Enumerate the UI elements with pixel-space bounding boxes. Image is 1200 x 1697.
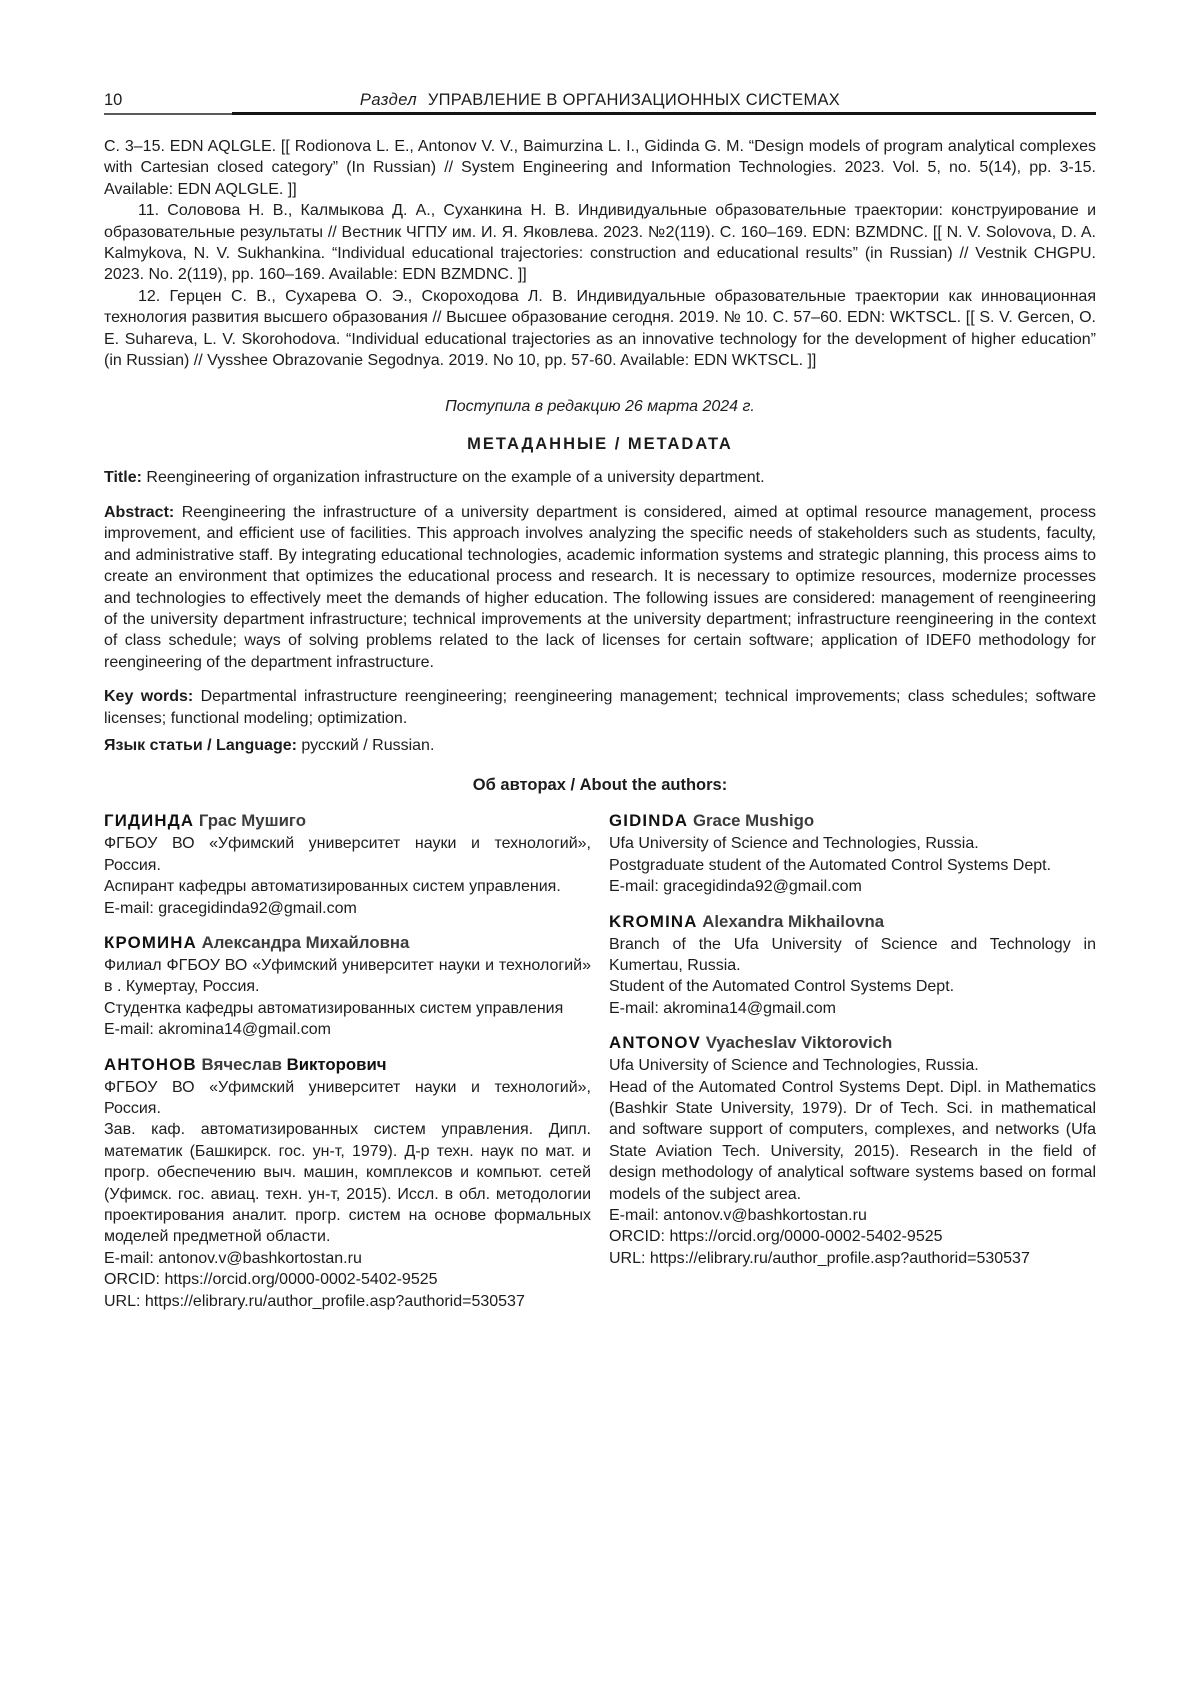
authors-column-russian: [104, 810, 591, 1325]
header-rule-right-segment: [232, 112, 1096, 115]
authors-heading: Об авторах / About the authors:: [472, 776, 728, 795]
language-line: [104, 735, 1096, 756]
keywords-label: Key words:: [104, 688, 194, 706]
author-kromina-ru: [104, 932, 591, 1041]
author-kromina-en: [609, 911, 1096, 1020]
section-label: Раздел: [359, 91, 418, 109]
title-paragraph: [104, 467, 1096, 488]
reference-item-12: 12. Герцен С. В., Сухарева О. Э., Скороходова Л. В. Индивидуальные образовательные траектории как инновационная технология развития высшего образования // Высшее образование сегодня. 2019. № 10. С. 57–60. EDN: WKTSCL. [[ S. V. Gercen, O. E. Suhareva, L. V. Skorohodova. “Individual educational trajectories as an innovative technology for the development of higher education” (in Russian) // Vysshee Obrazovanie Segodnya. 2019. No 10, pp. 57-60. Available: EDN WKTSCL. ]]: [104, 287, 1096, 370]
metadata-heading: МЕТАДАННЫЕ / METADATA: [467, 435, 733, 454]
authors-columns: [104, 810, 1096, 1325]
author-affiliation: Ufa University of Science and Technologies, Russia.: [609, 1057, 979, 1075]
running-head: [104, 0, 1096, 115]
abstract-text: Reengineering the infrastructure of a university department is considered, aimed at optimal resource management, process improvement, and efficient use of facilities. This approach involves analyzing the specific needs of stakeholders such as students, faculty, and administrative staff. By integrating educational technologies, academic information systems and strategic planning, this process aims to create an environment that optimizes the educational process and research. It is necessary to optimize resources, modernize processes and technologies to effectively meet the demands of higher education. The following issues are considered: management of reengineering of the university department infrastructure; technical improvements at the university department; infrastructure reengineering in the context of class schedule; ways of solving problems related to the lack of licenses for certain software; application of IDEF0 methodology for reengineering of the department infrastructure.: [104, 503, 1096, 671]
received-date: 26 марта 2024 г.: [624, 398, 755, 416]
running-head-row: [104, 90, 1096, 110]
author-profile-url: URL: https://elibrary.ru/author_profile.asp?authorid=530537: [104, 1292, 525, 1310]
received-note-text: Поступила в редакцию: [445, 398, 621, 416]
reference-item-11: 11. Соловова Н. В., Калмыкова Д. А., Суханкина Н. В. Индивидуальные образовательные траектории: конструирование и образовательные результаты // Вестник ЧГПУ им. И. Я. Яковлева. 2023. №2(119). С. 160–169. EDN: BZMDNC. [[ N. V. Solovova, D. A. Kalmykova, N. V. Sukhankina. “Individual educational trajectories: construction and educational results” (in Russian) // Vestnik CHGPU. 2023. No. 2(119), pp. 160–169. Available: EDN BZMDNC. ]]: [104, 202, 1096, 284]
author-affiliation: ФГБОУ ВО «Уфимский университет науки и технологий», Россия.: [104, 835, 591, 874]
author-bio: Зав. каф. автоматизированных систем управления. Дипл. математик (Башкирск. гос. ун-т, 1979). Д-р техн. наук по мат. и прогр. обеспечению выч. машин, комплексов и компьют. сетей (Уфимск. гос. авиац. техн. ун-т, 2015). Иссл. в обл. методологии проектирования аналит. прогр. систем на основе формальных моделей предметной области.: [104, 1121, 591, 1246]
header-rule: [104, 112, 1096, 115]
author-surname: ANTONOV: [609, 1033, 702, 1053]
keywords-text: Departmental infrastructure reengineering; reengineering management; technical improvements; class schedules; software licenses; functional modeling; optimization.: [104, 688, 1097, 727]
author-affiliation: Филиал ФГБОУ ВО «Уфимский университет науки и технологий» в . Кумертау, Россия.: [104, 956, 591, 996]
author-affiliation: ФГБОУ ВО «Уфимский университет науки и технологий», Россия.: [104, 1078, 591, 1117]
author-given-name: Грас Мушиго: [198, 811, 306, 831]
author-role: Postgraduate student of the Automated Control Systems Dept.: [609, 856, 1052, 874]
author-antonov-ru: [104, 1054, 591, 1312]
received-note: [104, 398, 1096, 416]
abstract-label: Abstract:: [104, 503, 175, 521]
abstract-paragraph: [104, 502, 1096, 673]
author-orcid: ORCID: https://orcid.org/0000-0002-5402-9525: [609, 1228, 943, 1246]
author-given-name: Grace Mushigo: [692, 811, 815, 831]
author-role: Студентка кафедры автоматизированных систем управления: [104, 999, 564, 1017]
title-label: Title:: [104, 469, 142, 487]
language-text: русский / Russian.: [301, 736, 435, 754]
keywords-paragraph: [104, 686, 1096, 729]
authors-column-english: [609, 810, 1096, 1325]
author-email: E-mail: antonov.v@bashkortostan.ru: [104, 1249, 362, 1267]
author-given-name: Александра Михайловна: [201, 932, 410, 952]
author-given-name: Вячеслав: [201, 1054, 282, 1074]
author-name: [609, 810, 1096, 832]
author-surname: АНТОНОВ: [104, 1054, 197, 1074]
author-surname: GIDINDA: [609, 811, 689, 831]
author-email: E-mail: akromina14@gmail.com: [609, 999, 836, 1017]
reference-continuation: С. 3–15. EDN AQLGLE. [[ Rodionova L. E., Antonov V. V., Baimurzina L. I., Gidinda G. M. “Design models of program analytical complexes with Cartesian closed category” (In Russian) // System Engineering and Information Technologies. 2023. Vol. 5, no. 5(14), pp. 3-15. Available: EDN AQLGLE. ]]: [104, 138, 1096, 198]
page-content: [104, 0, 1096, 1325]
page-number: 10: [104, 91, 123, 109]
author-surname: ГИДИНДА: [104, 811, 195, 831]
title-text: Reengineering of organization infrastructure on the example of a university department.: [146, 469, 765, 487]
author-affiliation: Branch of the Ufa University of Science and Technology in Kumertau, Russia.: [609, 935, 1096, 974]
header-rule-left-segment: [104, 113, 232, 115]
author-given-name: Vyacheslav Viktorovich: [705, 1033, 893, 1053]
author-patronymic: Викторович: [286, 1054, 387, 1074]
author-email: E-mail: gracegidinda92@gmail.com: [609, 878, 862, 896]
author-antonov-en: [609, 1032, 1096, 1269]
author-email: E-mail: gracegidinda92@gmail.com: [104, 899, 357, 917]
author-surname: KROMINA: [609, 911, 698, 931]
author-name: [104, 810, 591, 832]
author-gidinda-ru: [104, 810, 591, 919]
author-bio: Head of the Automated Control Systems Dept. Dipl. in Mathematics (Bashkir State University, 1979). Dr of Tech. Sci. in mathematical and software support of computers, complexes, and networks (Ufa State Aviation Tech. University, 2015). Research in the field of design methodology of analytical software systems based on formal models of the subject area.: [609, 1078, 1096, 1203]
author-profile-url: URL: https://elibrary.ru/author_profile.asp?authorid=530537: [609, 1249, 1030, 1267]
author-email: E-mail: akromina14@gmail.com: [104, 1021, 331, 1039]
author-name: [609, 1032, 1096, 1054]
author-given-name: Alexandra Mikhailovna: [702, 911, 885, 931]
references-block: [104, 136, 1096, 371]
language-label: Язык статьи / Language:: [104, 736, 297, 754]
author-name: [104, 932, 591, 954]
author-affiliation: Ufa University of Science and Technologies, Russia.: [609, 835, 979, 853]
author-role: Аспирант кафедры автоматизированных систем управления.: [104, 878, 561, 896]
author-email: E-mail: antonov.v@bashkortostan.ru: [609, 1207, 867, 1225]
author-surname: КРОМИНА: [104, 932, 197, 952]
author-name: [104, 1054, 591, 1076]
author-orcid: ORCID: https://orcid.org/0000-0002-5402-9525: [104, 1271, 438, 1289]
running-head-title: УПРАВЛЕНИЕ В ОРГАНИЗАЦИОННЫХ СИСТЕМАХ: [427, 91, 841, 109]
author-gidinda-en: [609, 810, 1096, 897]
author-name: [609, 911, 1096, 933]
author-role: Student of the Automated Control Systems Dept.: [609, 978, 955, 996]
